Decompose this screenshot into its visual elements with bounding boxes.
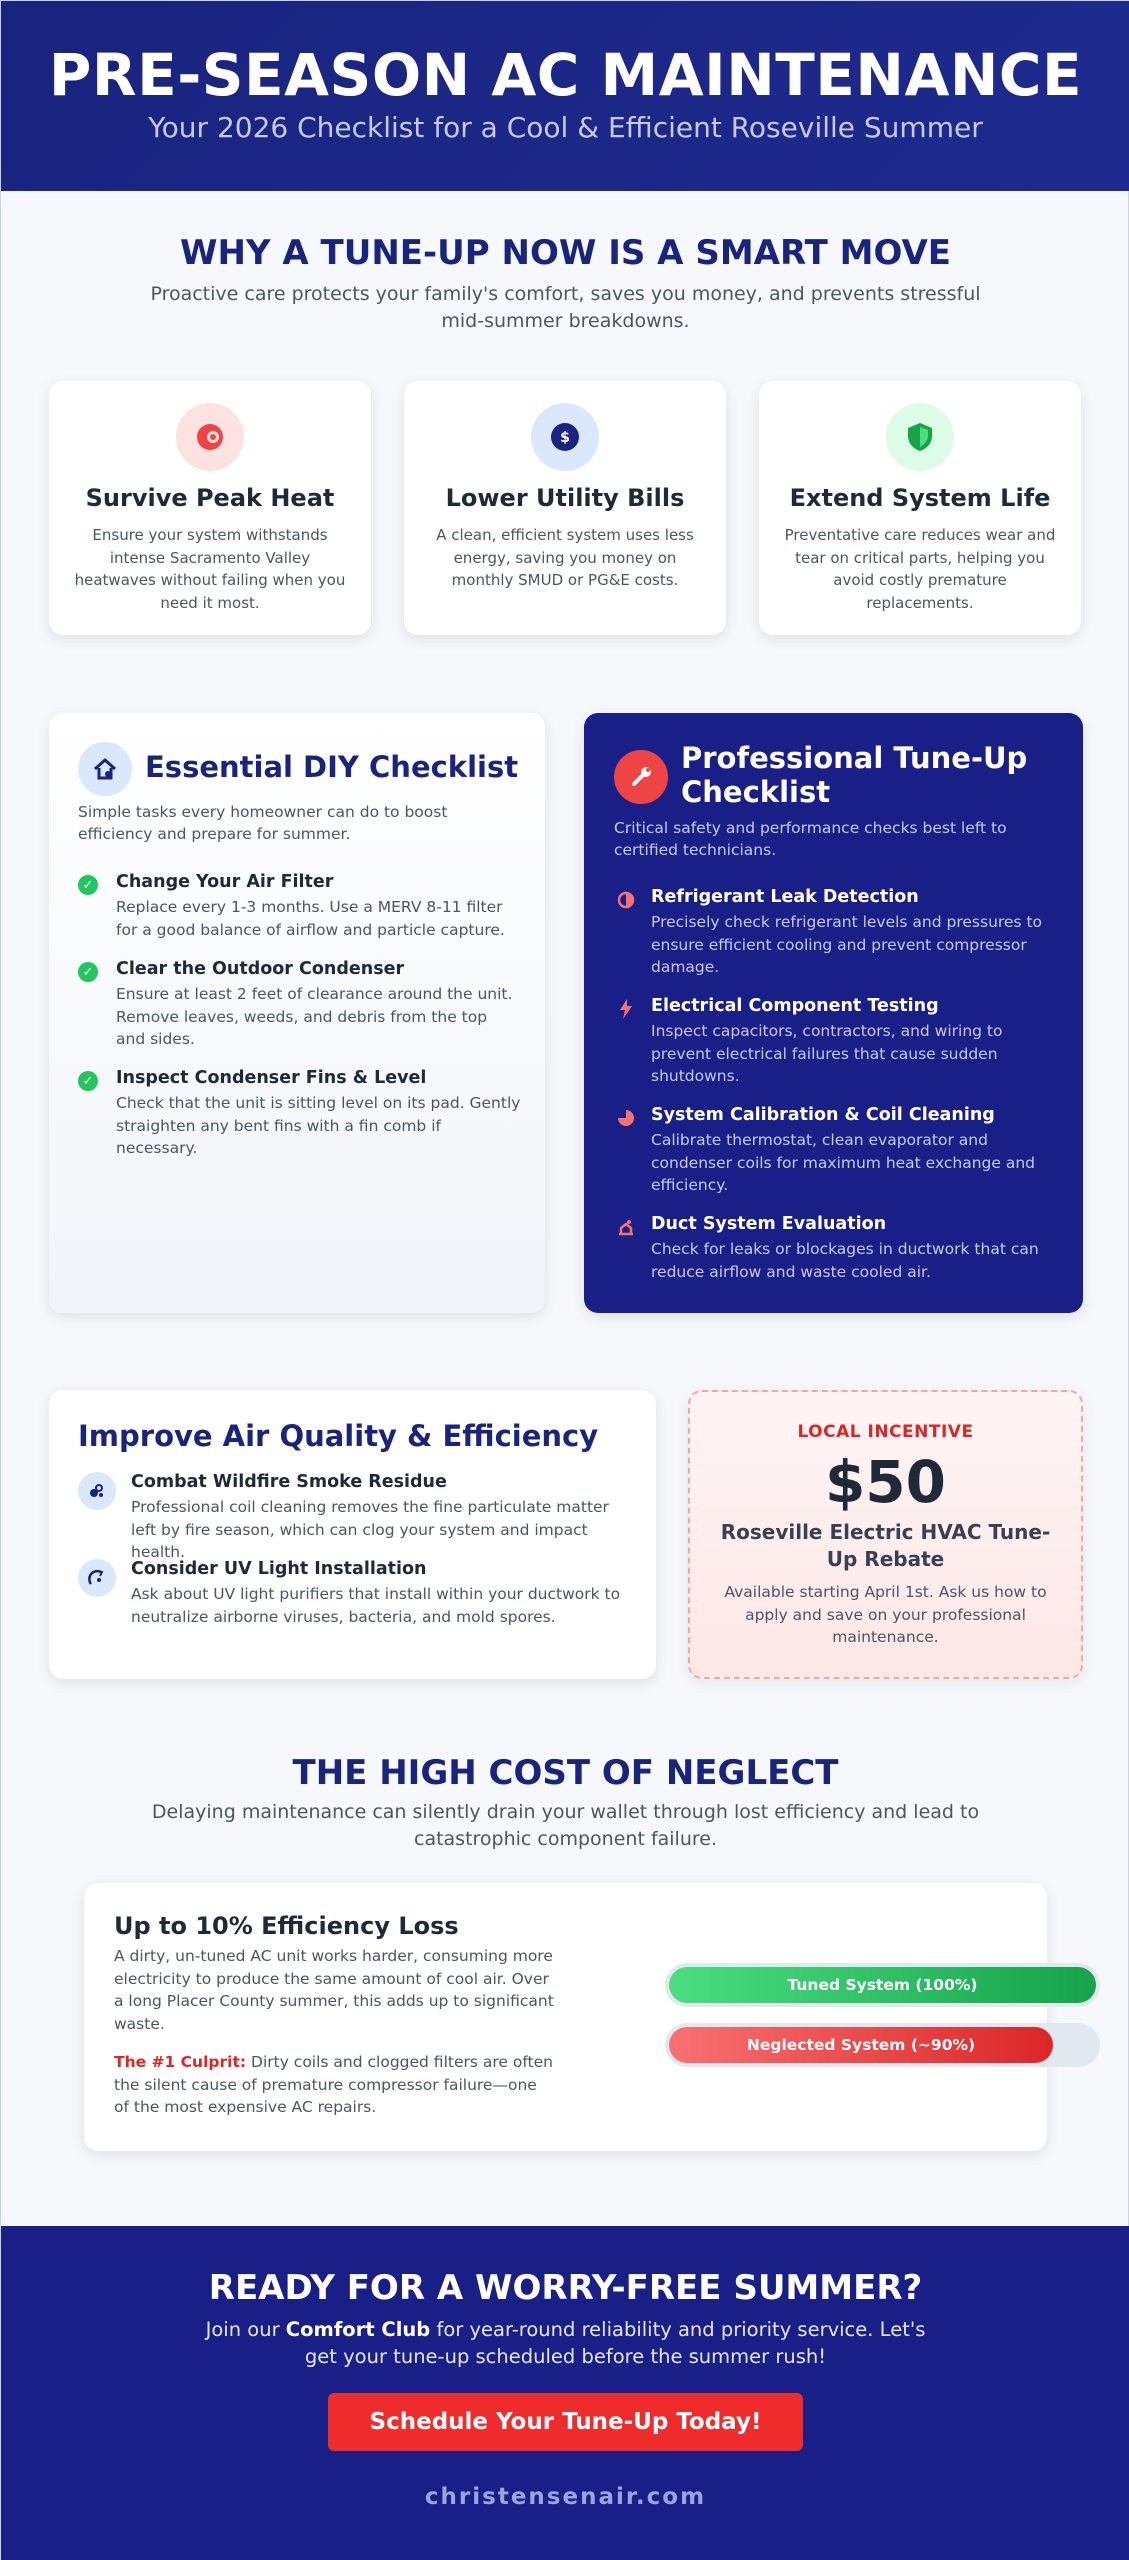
pro-item-title: Duct System Evaluation <box>651 1214 887 1234</box>
rebate-label: LOCAL INCENTIVE <box>797 1422 974 1442</box>
feature-text: Ensure your system withstands intense Sacramento Valley heatwaves without failing when you need it most. <box>74 526 346 612</box>
page-header <box>1 1 1129 191</box>
house-tools-icon <box>78 742 132 796</box>
pro-item <box>651 1103 1061 1197</box>
air-item-text: Ask about UV light purifiers that install within your ductwork to neutralize airborne viruses, bacteria, and mold spores. <box>131 1585 621 1626</box>
culprit-text: Dirty coils and clogged filters are often the silent cause of premature compressor failure—one of the most expensive AC repairs. <box>114 2053 553 2116</box>
bolt-icon <box>616 998 636 1020</box>
bar-neglected <box>669 2027 1053 2063</box>
diy-subtitle: Simple tasks every homeowner can do to boost efficiency and prepare for summer. <box>78 803 448 843</box>
diy-item-text: Ensure at least 2 feet of clearance around the unit. Remove leaves, weeds, and debris from the top and sides. <box>116 985 513 1048</box>
feature-text: Preventative care reduces wear and tear on critical parts, helping you avoid costly premature replacements. <box>784 526 1056 612</box>
air-item <box>131 1557 636 1628</box>
feature-title: Lower Utility Bills <box>445 484 685 512</box>
diy-item <box>116 957 521 1051</box>
neglect-title: THE HIGH COST OF NEGLECT <box>292 1753 839 1793</box>
pro-item <box>651 994 1061 1088</box>
rebate-amount: $50 <box>824 1448 947 1516</box>
why-subtitle: Proactive care protects your family's comfort, saves you money, and prevents stressful mid-summer breakdowns. <box>150 283 981 332</box>
pro-item <box>651 1212 1061 1283</box>
neglect-card-title: Up to 10% Efficiency Loss <box>114 1912 459 1940</box>
page-title: PRE-SEASON AC MAINTENANCE <box>48 41 1083 109</box>
shield-icon <box>886 403 954 471</box>
feature-title: Extend System Life <box>789 484 1051 512</box>
feature-card-bills <box>404 381 726 635</box>
bar-label: Tuned System (100%) <box>787 1976 978 1994</box>
diy-item-title: Change Your Air Filter <box>116 872 334 892</box>
comfort-club-label: Comfort Club <box>285 2318 431 2341</box>
diy-checklist-card <box>49 713 545 1313</box>
air-item-title: Consider UV Light Installation <box>131 1559 427 1579</box>
svg-text:$: $ <box>560 430 570 446</box>
air-title: Improve Air Quality & Efficiency <box>78 1419 599 1453</box>
footer-cta-section <box>1 2226 1129 2560</box>
neglect-subtitle: Delaying maintenance can silently drain your wallet through lost efficiency and lead to catastrophic component failure. <box>151 1801 980 1850</box>
dollar-icon <box>531 403 599 471</box>
diy-item-text: Replace every 1-3 months. Use a MERV 8-11 filter for a good balance of airflow and particle capture. <box>116 898 505 939</box>
feature-text: A clean, efficient system uses less energy, saving you money on monthly SMUD or PG&E costs. <box>436 526 694 589</box>
rebate-title: Roseville Electric HVAC Tune-Up Rebate <box>720 1520 1051 1571</box>
check-icon: ✓ <box>78 1071 98 1091</box>
uv-light-icon <box>78 1559 116 1597</box>
smoke-icon <box>78 1472 116 1510</box>
footer-text <box>201 2316 930 2370</box>
pro-item-text: Calibrate thermostat, clean evaporator and condenser coils for maximum heat exchange and efficiency. <box>651 1131 1035 1194</box>
rebate-text: Available starting April 1st. Ask us how to apply and save on your professional maintenance. <box>724 1583 1047 1646</box>
footer-title: READY FOR A WORRY-FREE SUMMER? <box>208 2268 923 2308</box>
pro-item-text: Check for leaks or blockages in ductwork that can reduce airflow and waste cooled air. <box>651 1240 1039 1281</box>
wrench-icon <box>614 750 668 804</box>
feature-title: Survive Peak Heat <box>85 484 335 512</box>
neglect-card-text: A dirty, un-tuned AC unit works harder, consuming more electricity to produce the same amount of cool air. Over a long Placer County summer, this adds up to significant waste. <box>114 1947 554 2033</box>
feature-card-heat <box>49 381 371 635</box>
bar-label: Neglected System (~90%) <box>746 2036 976 2054</box>
check-icon: ✓ <box>78 875 98 895</box>
footer-text-before: Join our <box>205 2318 286 2341</box>
duct-icon <box>616 1216 636 1238</box>
page-subtitle: Your 2026 Checklist for a Cool & Efficient Roseville Summer <box>148 111 983 144</box>
air-quality-card <box>49 1390 656 1679</box>
rebate-card <box>688 1390 1083 1679</box>
check-icon: ✓ <box>78 962 98 982</box>
schedule-tune-up-button[interactable]: Schedule Your Tune-Up Today! <box>328 2393 803 2451</box>
diy-item <box>116 1066 521 1160</box>
footer-text-after: for year-round reliability and priority service. Let's get your tune-up scheduled before the summer rush! <box>304 2318 926 2368</box>
pro-item-text: Precisely check refrigerant levels and pressures to ensure efficient cooling and prevent compressor damage. <box>651 913 1043 976</box>
pro-item-title: System Calibration & Coil Cleaning <box>651 1105 995 1125</box>
pro-item-title: Electrical Component Testing <box>651 996 939 1016</box>
air-item-text: Professional coil cleaning removes the fine particulate matter left by fire season, which can clog your system and impact health. <box>131 1498 609 1561</box>
diy-item <box>116 870 521 941</box>
bar-track-tuned <box>665 1963 1100 2007</box>
diy-title: Essential DIY Checklist <box>145 750 519 784</box>
why-title: WHY A TUNE-UP NOW IS A SMART MOVE <box>179 233 952 273</box>
air-item <box>131 1470 636 1564</box>
pro-subtitle: Critical safety and performance checks best left to certified technicians. <box>614 819 1007 859</box>
pro-item-text: Inspect capacitors, contractors, and wiring to prevent electrical failures that cause sudden shutdowns. <box>651 1022 1003 1085</box>
diy-item-title: Clear the Outdoor Condenser <box>116 959 405 979</box>
diy-item-title: Inspect Condenser Fins & Level <box>116 1068 427 1088</box>
pro-title: Professional Tune-Up Checklist <box>681 741 1028 809</box>
fire-icon <box>176 403 244 471</box>
pie-icon <box>616 1107 636 1129</box>
culprit-note <box>114 2051 554 2119</box>
pro-checklist-card <box>584 713 1083 1313</box>
culprit-label: The #1 Culprit: <box>114 2053 247 2071</box>
pro-item-title: Refrigerant Leak Detection <box>651 887 919 907</box>
bar-tuned <box>669 1967 1096 2003</box>
pro-item <box>651 885 1061 979</box>
gauge-icon <box>616 889 636 911</box>
neglect-card <box>84 1883 1047 2151</box>
air-item-title: Combat Wildfire Smoke Residue <box>131 1472 447 1492</box>
feature-card-life <box>759 381 1081 635</box>
website-link[interactable]: christensenair.com <box>424 2484 707 2510</box>
bar-track-neglected <box>665 2023 1100 2067</box>
diy-item-text: Check that the unit is sitting level on its pad. Gently straighten any bent fins with a fin comb if necessary. <box>116 1094 521 1157</box>
